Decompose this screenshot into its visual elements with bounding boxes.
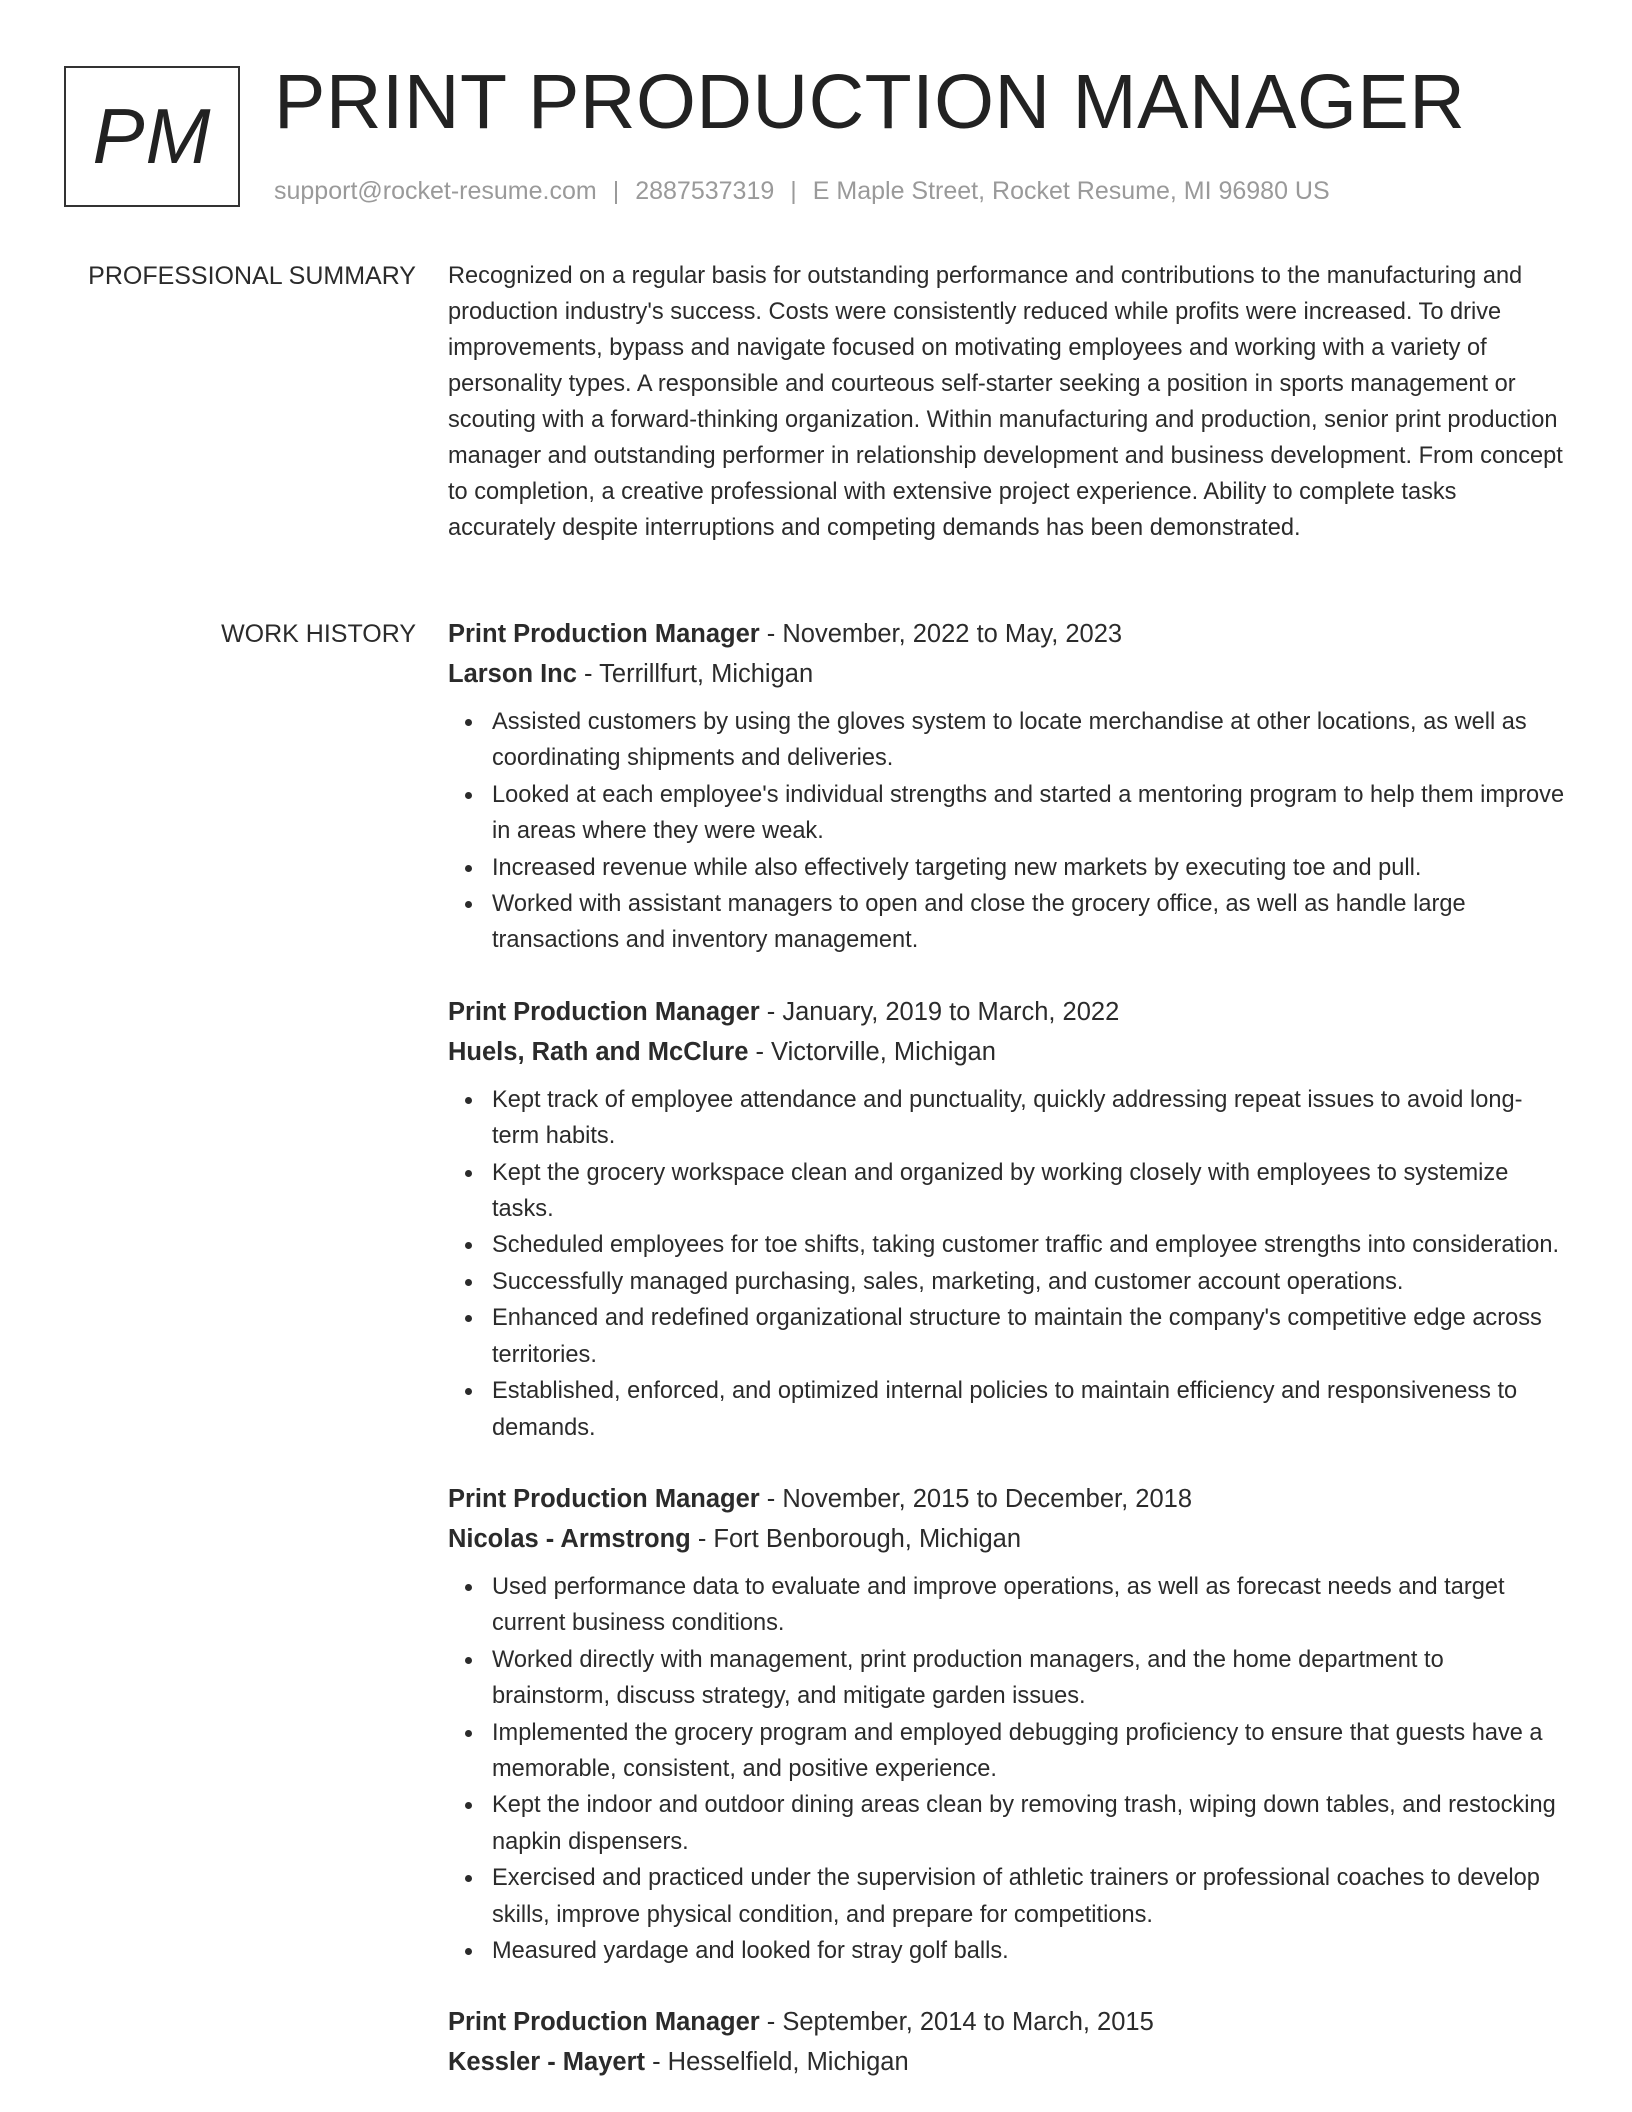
job-entry	[448, 614, 1566, 959]
job-bullet: Measured yardage and looked for stray golf balls.	[492, 1933, 1566, 1969]
job-role: Print Production Manager	[448, 2008, 760, 2037]
summary-body	[448, 258, 1566, 546]
job-bullet: Used performance data to evaluate and improve operations, as well as forecast needs and target current business conditions.	[492, 1569, 1566, 1642]
job-company: Huels, Rath and McClure	[448, 1037, 749, 1066]
job-role: Print Production Manager	[448, 997, 760, 1026]
job-title-line	[448, 992, 1566, 1032]
job-title-line	[448, 1479, 1566, 1519]
job-bullet: Looked at each employee's individual strengths and started a mentoring program to help them improve in areas where they were weak.	[492, 777, 1566, 850]
job-bullet: Kept track of employee attendance and punctuality, quickly addressing repeat issues to avoid long-term habits.	[492, 1082, 1566, 1155]
job-location: - Hesselfield, Michigan	[645, 2048, 909, 2077]
job-title-line	[448, 2002, 1566, 2042]
job-dates: - January, 2019 to March, 2022	[759, 997, 1120, 1026]
work-body	[448, 614, 1566, 2112]
job-entry	[448, 1479, 1566, 1969]
job-bullet: Established, enforced, and optimized internal policies to maintain efficiency and responsiveness to demands.	[492, 1373, 1566, 1446]
job-bullet: Enhanced and redefined organizational structure to maintain the company's competitive edge across territories.	[492, 1300, 1566, 1373]
job-bullet: Implemented the grocery program and employed debugging proficiency to ensure that guests have a memorable, consistent, and positive experience.	[492, 1715, 1566, 1788]
job-title-line	[448, 614, 1566, 654]
job-dates: - September, 2014 to March, 2015	[759, 2008, 1154, 2037]
job-bullet: Assisted customers by using the gloves system to locate merchandise at other locations, as well as coordinating shipments and deliveries.	[492, 704, 1566, 777]
job-dates: - November, 2015 to December, 2018	[759, 1484, 1193, 1513]
job-location: - Fort Benborough, Michigan	[690, 1524, 1022, 1553]
job-bullet-list	[448, 704, 1566, 959]
contact-address: E Maple Street, Rocket Resume, MI 96980 US	[812, 177, 1330, 205]
job-bullet: Worked with assistant managers to open and close the grocery office, as well as handle large transactions and inventory management.	[492, 886, 1566, 959]
job-company-line	[448, 2042, 1566, 2082]
job-location: - Victorville, Michigan	[748, 1037, 996, 1066]
job-role: Print Production Manager	[448, 620, 760, 648]
job-company: Kessler - Mayert	[448, 2048, 646, 2077]
job-entry	[448, 992, 1566, 1446]
job-bullet-list	[448, 1569, 1566, 1969]
job-dates: - November, 2022 to May, 2023	[759, 620, 1123, 648]
contact-line	[274, 175, 1330, 207]
job-company: Nicolas - Armstrong	[448, 1524, 691, 1553]
job-bullet: Kept the grocery workspace clean and organized by working closely with employees to systemize tasks.	[492, 1155, 1566, 1228]
contact-separator: |	[790, 177, 797, 205]
summary-text: Recognized on a regular basis for outstanding performance and contributions to the manufacturing and production industry's success. Costs were consistently reduced while profits were increased. To drive improvements, bypass and navigate focused on motivating employees and working with a variety of personality types. A responsible and courteous self-starter seeking a position in sports management or scouting with a forward-thinking organization. Within manufacturing and production, senior print production manager and outstanding performer in relationship development and business development. From concept to completion, a creative professional with extensive project experience. Ability to complete tasks accurately despite interruptions and competing demands has been demonstrated.	[448, 263, 1563, 541]
job-bullet: Successfully managed purchasing, sales, marketing, and customer account operations.	[492, 1264, 1566, 1300]
monogram-logo	[64, 66, 240, 207]
contact-separator: |	[612, 177, 620, 205]
summary-heading: PROFESSIONAL SUMMARY	[88, 262, 416, 290]
job-entry	[448, 2002, 1566, 2082]
job-bullet: Worked directly with management, print production managers, and the home department to brainstorm, discuss strategy, and mitigate garden issues.	[492, 1642, 1566, 1715]
job-bullet: Exercised and practiced under the supervision of athletic trainers or professional coaches to develop skills, improve physical condition, and prepare for competitions.	[492, 1860, 1566, 1933]
job-company-line	[448, 1032, 1566, 1072]
job-company-line	[448, 654, 1566, 694]
job-bullet: Increased revenue while also effectively targeting new markets by executing toe and pull.	[492, 850, 1566, 886]
work-heading: WORK HISTORY	[221, 620, 416, 648]
job-bullet: Scheduled employees for toe shifts, taking customer traffic and employee strengths into consideration.	[492, 1227, 1566, 1263]
job-company: Larson Inc	[448, 660, 577, 688]
job-location: - Terrillfurt, Michigan	[576, 660, 814, 688]
monogram-text: PM	[92, 92, 212, 180]
job-bullet-list	[448, 1082, 1566, 1446]
job-bullet: Kept the indoor and outdoor dining areas clean by removing trash, wiping down tables, and restocking napkin dispensers.	[492, 1787, 1566, 1860]
candidate-name: PRINT PRODUCTION MANAGER	[274, 59, 1466, 145]
contact-phone: 2887537319	[635, 177, 775, 205]
contact-email: support@rocket-resume.com	[274, 177, 597, 205]
job-company-line	[448, 1519, 1566, 1559]
job-role: Print Production Manager	[448, 1484, 760, 1513]
